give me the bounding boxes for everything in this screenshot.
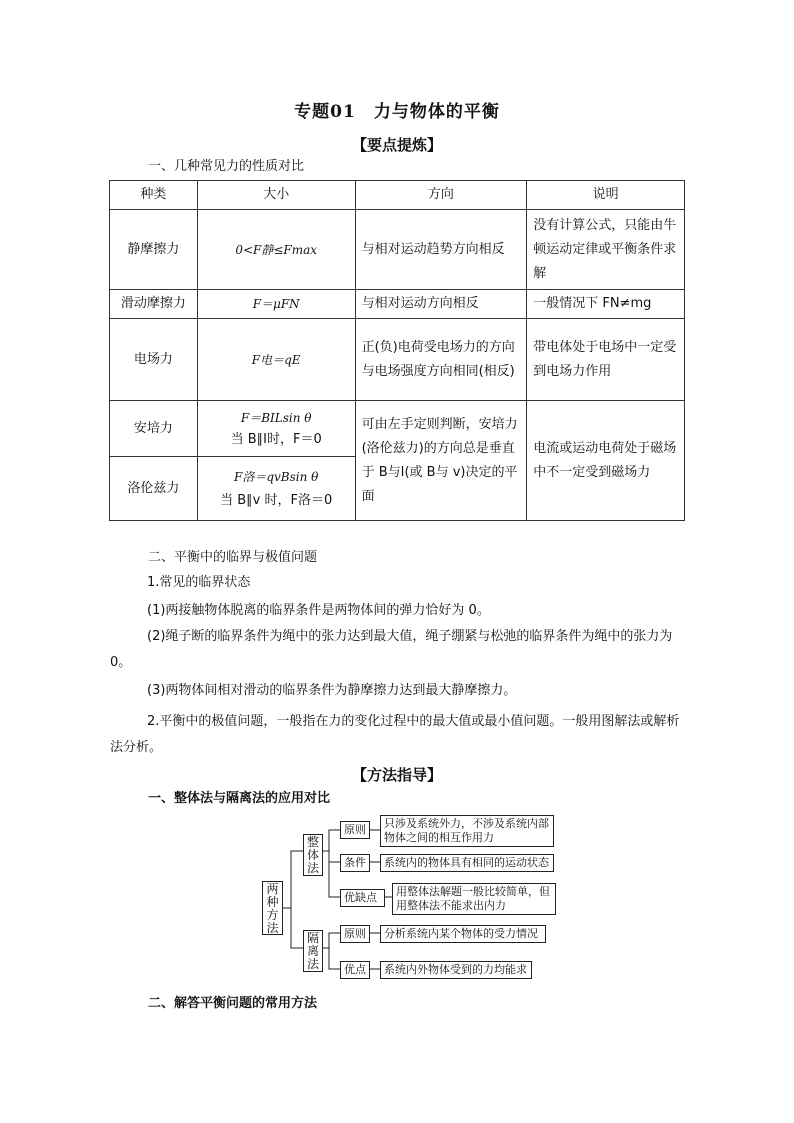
diagram-whole-condition: 条件 <box>340 854 370 872</box>
ampere-condition: 当 B∥I时，F＝0 <box>230 431 322 447</box>
diagram-isolation-pros-text: 系统内外物体受到的力均能求 <box>380 961 532 979</box>
lorentz-condition: 当 B∥v 时，F洛＝0 <box>220 492 333 508</box>
lorentz-formula: F洛＝qvBsin θ <box>234 469 319 484</box>
row-note: 一般情况下 FN≠mg <box>527 290 685 319</box>
row-size: F电＝qE <box>197 319 355 401</box>
section-heading-key-points: 【要点提炼】 <box>351 136 442 154</box>
diagram-isolation-principle: 原则 <box>340 925 370 943</box>
part2-heading: 二、平衡中的临界与极值问题 <box>148 550 318 565</box>
diagram-whole-method: 整体法 <box>303 834 323 876</box>
page-title: 专题01 力与物体的平衡 <box>294 102 500 122</box>
row-kind: 洛伦兹力 <box>110 457 198 521</box>
diagram-whole-principle-text: 只涉及系统外力，不涉及系统内部物体之间的相互作用力 <box>380 815 554 847</box>
paragraph: (2)绳子断的临界条件为绳中的张力达到最大值，绳子绷紧与松弛的临界条件为绳中的张力为 0。 <box>110 629 673 670</box>
row-size: F＝μFN <box>197 290 355 319</box>
diagram-whole-condition-text: 系统内的物体具有相同的运动状态 <box>380 854 554 872</box>
row-note: 没有计算公式，只能由牛顿运动定律或平衡条件求解 <box>527 210 685 290</box>
paragraph: (3)两物体间相对滑动的临界条件为静摩擦力达到最大静摩擦力。 <box>147 683 517 698</box>
row-kind: 电场力 <box>110 319 198 401</box>
row-kind: 滑动摩擦力 <box>110 290 198 319</box>
row-kind: 安培力 <box>110 401 198 457</box>
row-direction: 与相对运动方向相反 <box>355 290 527 319</box>
diagram-isolation-pros: 优点 <box>340 961 370 979</box>
diagram-root: 两种方法 <box>262 881 283 935</box>
part3-heading: 一、整体法与隔离法的应用对比 <box>148 791 331 806</box>
row-direction: 与相对运动趋势方向相反 <box>355 210 527 290</box>
paragraph: (1)两接触物体脱离的临界条件是两物体间的弹力恰好为 0。 <box>147 603 490 618</box>
part4-heading: 二、解答平衡问题的常用方法 <box>148 996 318 1011</box>
diagram-isolation-method: 隔离法 <box>303 930 323 972</box>
header-note: 说明 <box>527 181 685 210</box>
header-kind: 种类 <box>110 181 198 210</box>
row-note: 电流或运动电荷处于磁场中不一定受到磁场力 <box>527 401 685 521</box>
row-note: 带电体处于电场中一定受到电场力作用 <box>527 319 685 401</box>
part1-heading: 一、几种常见力的性质对比 <box>148 159 305 174</box>
diagram-whole-principle: 原则 <box>340 821 370 839</box>
diagram-isolation-principle-text: 分析系统内某个物体的受力情况 <box>380 925 546 943</box>
paragraph: 2.平衡中的极值问题，一般指在力的变化过程中的最大值或最小值问题。一般用图解法或解析法分析。 <box>110 714 680 755</box>
ampere-formula: F＝BILsin θ <box>240 410 312 425</box>
header-size: 大小 <box>197 181 355 210</box>
paragraph: 1.常见的临界状态 <box>147 575 251 590</box>
section-heading-method: 【方法指导】 <box>351 766 442 784</box>
header-direction: 方向 <box>355 181 527 210</box>
row-size: 0<F静≤Fmax <box>197 210 355 290</box>
diagram-whole-proscons-text: 用整体法解题一般比较简单，但用整体法不能求出内力 <box>392 883 556 915</box>
row-direction: 可由左手定则判断，安培力(洛伦兹力)的方向总是垂直于 B与I(或 B与 v)决定的平面 <box>355 401 527 521</box>
diagram-whole-proscons: 优缺点 <box>340 889 385 907</box>
row-kind: 静摩擦力 <box>110 210 198 290</box>
row-direction: 正(负)电荷受电场力的方向与电场强度方向相同(相反) <box>355 319 527 401</box>
